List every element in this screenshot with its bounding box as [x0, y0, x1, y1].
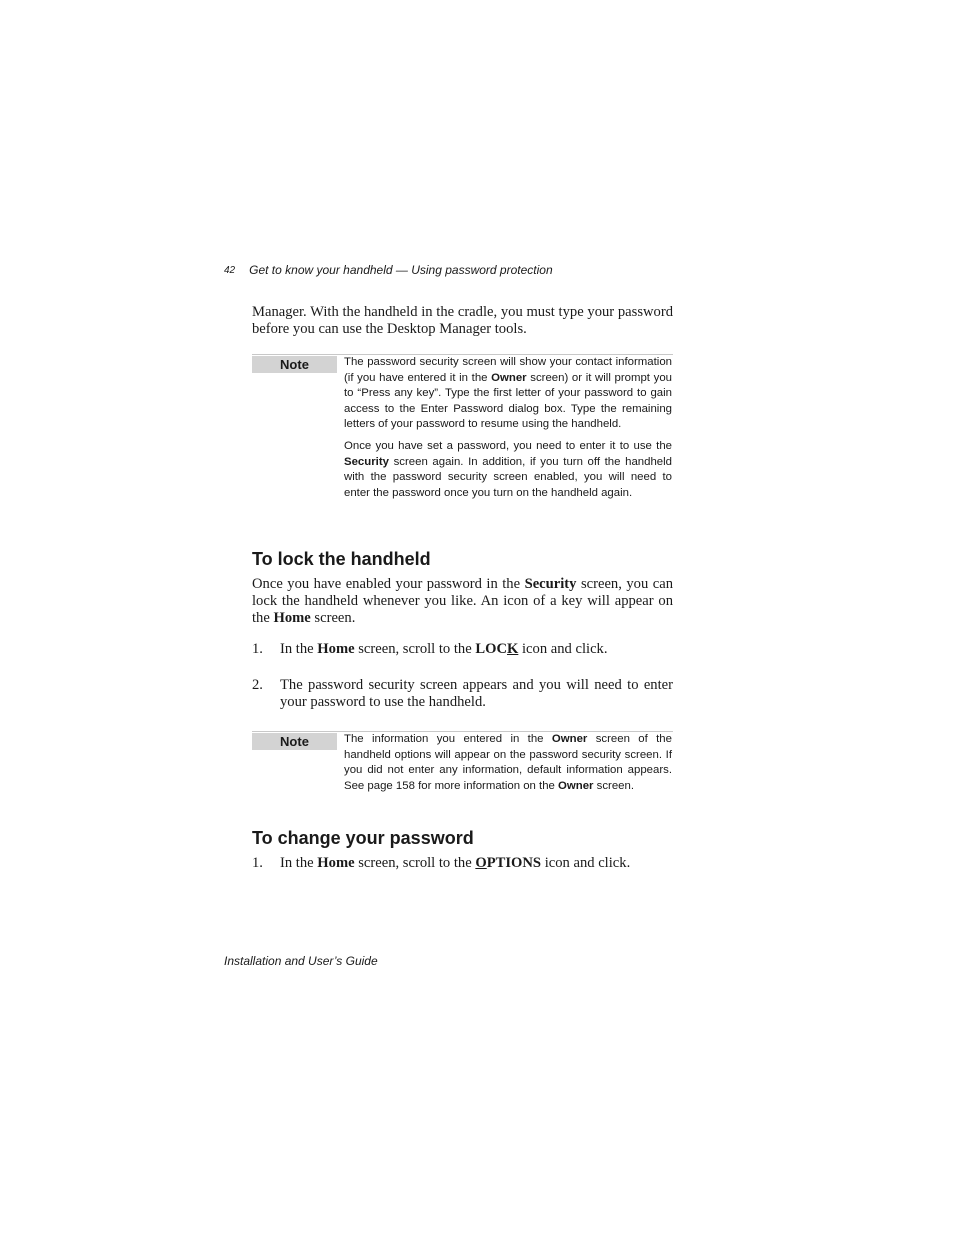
- section-heading: To change your password: [252, 828, 474, 848]
- running-header: [224, 263, 553, 277]
- step-text: The password security screen appears and you will need to enter your password to use the handheld.: [280, 677, 673, 710]
- note-body: [344, 355, 672, 507]
- running-footer: Installation and User’s Guide: [224, 954, 378, 968]
- text-run: Once you have set a password, you need to enter it to use the: [344, 439, 672, 452]
- hotkey-letter: K: [506, 641, 519, 657]
- bold-term: Home: [317, 855, 355, 871]
- page-number: 42: [224, 265, 236, 276]
- text-run: screen, you can lock the handheld whenever you like. An icon of a key will appear on the: [252, 576, 673, 626]
- text-run: icon and click.: [518, 641, 608, 657]
- section-heading: To lock the handheld: [252, 549, 431, 569]
- bold-term: Security: [344, 455, 389, 468]
- note-paragraph: [344, 439, 672, 501]
- text-run: screen.: [593, 779, 635, 792]
- text-run: In the: [280, 855, 318, 871]
- step-text: [280, 641, 673, 658]
- step-number: 1.: [252, 855, 263, 871]
- note-label: Note: [252, 733, 337, 750]
- bold-term: Home: [273, 610, 311, 626]
- note-box: [252, 354, 673, 535]
- note-paragraph: [344, 732, 672, 794]
- bold-term: LOC: [475, 641, 507, 657]
- section-paragraph: [252, 576, 673, 627]
- note-box: [252, 731, 673, 812]
- step-number: 2.: [252, 677, 263, 693]
- text-run: Once you have enabled your password in the: [252, 576, 525, 592]
- text-run: screen, scroll to the: [354, 855, 476, 871]
- bold-term: PTIONS: [486, 855, 542, 871]
- note-body: [344, 732, 672, 800]
- note-paragraph: [344, 355, 672, 433]
- text-run: screen.: [310, 610, 356, 626]
- text-run: The information you entered in the: [344, 733, 552, 745]
- bold-term: Home: [317, 641, 355, 657]
- text-run: screen again. In addition, if you turn off the handheld with the password security screen enabled, you will need to enter the password once you turn on the handheld again.: [344, 455, 672, 499]
- note-label: Note: [252, 356, 337, 373]
- bold-term: Owner: [558, 779, 594, 792]
- hotkey-letter: O: [475, 855, 487, 871]
- step-number: 1.: [252, 641, 263, 657]
- text-run: In the: [280, 641, 318, 657]
- text-run: screen) or it will prompt you to “Press any key”. Type the first letter of your password to gain access to the Enter Password dialog box. Type the remaining letters of your password to resume using the handheld.: [344, 371, 672, 431]
- intro-paragraph: Manager. With the handheld in the cradle, you must type your password before you can use the Desktop Manager tools.: [252, 304, 673, 337]
- header-title: Get to know your handheld — Using password protection: [249, 263, 553, 277]
- bold-term: Owner: [551, 733, 588, 745]
- bold-term: Security: [524, 576, 577, 592]
- text-run: icon and click.: [541, 855, 631, 871]
- text-run: screen, scroll to the: [354, 641, 476, 657]
- text-run: screen of the handheld options will appear on the password security screen. If you did not enter any information, default information appears. See page 158 for more information on the: [344, 733, 672, 792]
- text-run: The password security screen will show your contact information (if you have entered it in the: [344, 356, 672, 384]
- step-text: [280, 855, 673, 872]
- bold-term: Owner: [491, 371, 527, 384]
